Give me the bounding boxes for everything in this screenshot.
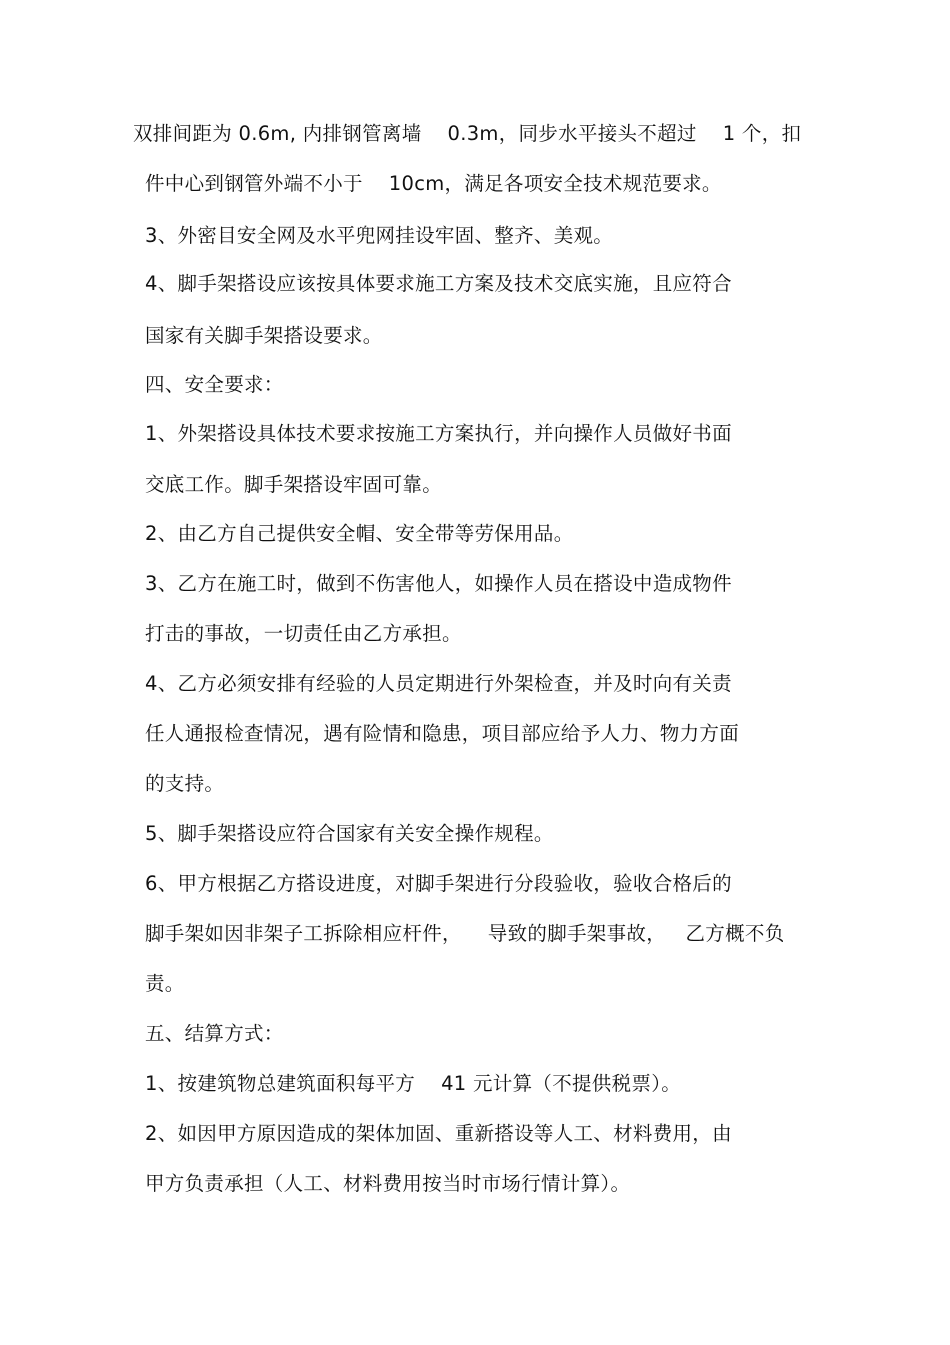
text-line: 任人通报检查情况，遇有险情和隐患，项目部应给予人力、物力方面 — [145, 722, 740, 745]
text-line: 打击的事故，一切责任由乙方承担。 — [145, 622, 462, 645]
text-line: 国家有关脚手架搭设要求。 — [145, 324, 383, 347]
text-line: 2、如因甲方原因造成的架体加固、重新搭设等人工、材料费用，由 — [145, 1122, 732, 1145]
text-line: 1、外架搭设具体技术要求按施工方案执行，并向操作人员做好书面 — [145, 422, 732, 445]
text-line: 5、脚手架搭设应符合国家有关安全操作规程。 — [145, 822, 554, 845]
section-heading: 四、安全要求： — [145, 373, 284, 396]
text-line: 脚手架如因非架子工拆除相应杆件， 导致的脚手架事故， 乙方概不负 — [145, 922, 785, 945]
text-line: 4、乙方必须安排有经验的人员定期进行外架检查，并及时向有关责 — [145, 672, 732, 695]
text-line: 的支持。 — [145, 772, 225, 795]
text-line: 交底工作。脚手架搭设牢固可靠。 — [145, 473, 443, 496]
text-line: 6、甲方根据乙方搭设进度，对脚手架进行分段验收，验收合格后的 — [145, 872, 732, 895]
text-line: 2、由乙方自己提供安全帽、安全带等劳保用品。 — [145, 522, 574, 545]
text-line: 3、外密目安全网及水平兜网挂设牢固、整齐、美观。 — [145, 224, 614, 247]
text-line: 件中心到钢管外端不小于 10cm，满足各项安全技术规范要求。 — [145, 172, 722, 195]
text-line: 甲方负责承担（人工、材料费用按当时市场行情计算）。 — [145, 1172, 631, 1195]
text-line: 责。 — [145, 972, 185, 995]
text-line: 双排间距为 0.6m, 内排钢管离墙 0.3m，同步水平接头不超过 1 个，扣 — [133, 122, 802, 145]
text-line: 3、乙方在施工时，做到不伤害他人，如操作人员在搭设中造成物件 — [145, 572, 732, 595]
text-line: 1、按建筑物总建筑面积每平方 41 元计算（不提供税票）。 — [145, 1072, 682, 1095]
section-heading: 五、结算方式： — [145, 1022, 284, 1045]
text-line: 4、脚手架搭设应该按具体要求施工方案及技术交底实施，且应符合 — [145, 272, 732, 295]
